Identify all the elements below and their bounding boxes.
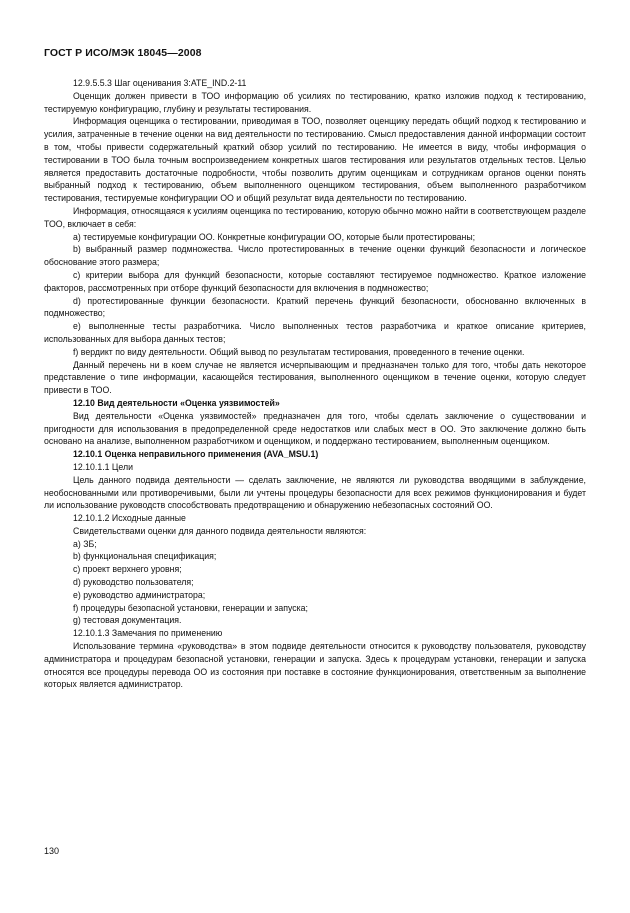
clause-title: 12.10.1.2 Исходные данные — [73, 513, 186, 524]
paragraph: Информация, относящаяся к усилиям оценщика по тестированию, которую обычно можно найти в соответствующем разделе ТОО, включает в себя: — [44, 205, 586, 229]
paragraph: Информация оценщика о тестировании, приводимая в ТОО, позволяет оценщику передать общий подход к тестированию и усилия, затраченные в течение оценки на вид деятельности по тестированию. Смысл предоставления данной информации состоит в том, чтобы привести содержательный краткий обзор усилий по тестированию. Не имеется в виду, чтобы информация о тестировании в ТОО была точным воспроизведением конкретных шагов тестирования или результатов отдельных тестов. Целью является предоставить достаточные подробности, чтобы позволить другим оценщикам и сотрудникам органов оценки понять выбранный подход к тестированию, объем выполненного оценщиком тестирования, объем выполненного разработчиком тестирования, тестируемые конфигурации ОО и общий результат вида деятельности по тестированию. — [44, 116, 586, 204]
list-item: b) выбранный размер подмножества. Число протестированных в течение оценки функций безопасности и логическое обоснование этого размера; — [44, 244, 586, 268]
list-item: c) проект верхнего уровня; — [73, 564, 182, 575]
paragraph: Вид деятельности «Оценка уязвимостей» предназначен для того, чтобы сделать заключение о существовании и пригодности для использования в предопределенной среде недостатков или слабых мест в ОО. Это заключение должно быть основано на анализе, выполненном разработчиком и оценщиком, и поддержано тестированием, выполненным оценщиком. — [44, 410, 586, 447]
paragraph: Цель данного подвида деятельности — сделать заключение, не являются ли руководства вводящими в заблуждение, необоснованными или противоречивыми, были ли учтены процедуры безопасности для всех режимов функционирования и будет ли использование руководств способствовать предотвращению и обнаружению небезопасных состояний ОО. — [44, 474, 586, 511]
list-item: g) тестовая документация. — [73, 615, 182, 626]
list-item: d) руководство пользователя; — [73, 577, 194, 588]
page-number: 130 — [44, 846, 60, 856]
list-item: d) протестированные функции безопасности. Краткий перечень функций безопасности, обоснованно включенных в подмножество; — [44, 295, 586, 319]
document-body — [44, 77, 586, 691]
paragraph: Оценщик должен привести в ТОО информацию об усилиях по тестированию, кратко изложив подход к тестированию, тестируемую конфигурацию, глубину и результаты тестирования. — [44, 90, 586, 114]
list-item: f) процедуры безопасной установки, генерации и запуска; — [73, 602, 308, 613]
paragraph: Данный перечень ни в коем случае не является исчерпывающим и предназначен только для того, чтобы дать некоторое представление о типе информации, касающейся тестирования, выполненного оценщиком в течение оценки, которую следует привести в ТОО. — [44, 359, 586, 396]
clause-title: 12.10.1.1 Цели — [73, 461, 133, 472]
list-item: e) выполненные тесты разработчика. Число выполненных тестов разработчика и краткое описание критериев, использованных для выбора данных тестов; — [44, 321, 586, 344]
list-item: a) тестируемые конфигурации ОО. Конкретные конфигурации ОО, которые были протестированы; — [73, 231, 476, 242]
list-item: e) руководство администратора; — [73, 589, 206, 600]
subsection-heading: 12.10.1 Оценка неправильного применения (AVA_MSU.1) — [73, 449, 319, 460]
section-heading: 12.10 Вид деятельности «Оценка уязвимостей» — [73, 397, 280, 408]
list-item: b) функциональная спецификация; — [73, 551, 217, 562]
clause-title: 12.10.1.3 Замечания по применению — [73, 628, 223, 639]
clause-step-title: 12.9.5.5.3 Шаг оценивания 3:ATE_IND.2-11 — [73, 78, 247, 88]
list-item: c) критерии выбора для функций безопасности, которые составляют тестируемое подмножество. Краткое изложение факторов, рассмотренных при отборе функций безопасности для включения в подмножество; — [44, 269, 586, 293]
list-item: a) ЗБ; — [73, 538, 97, 549]
standard-header: ГОСТ Р ИСО/МЭК 18045—2008 — [44, 47, 202, 59]
paragraph: Свидетельствами оценки для данного подвида деятельности являются: — [73, 525, 367, 536]
list-item: f) вердикт по виду деятельности. Общий вывод по результатам тестирования, проведенного в течение оценки. — [73, 346, 525, 357]
paragraph: Использование термина «руководства» в этом подвиде деятельности относится к руководству пользователя, руководству администратора и процедурам безопасной установки, генерации и запуска. Здесь к процедурам установки, генерации и запуска относятся все процедуры перевода ОО из состояния при поставке в состояние функционирования, ответственным за выполнение которых является администратор. — [44, 641, 586, 690]
